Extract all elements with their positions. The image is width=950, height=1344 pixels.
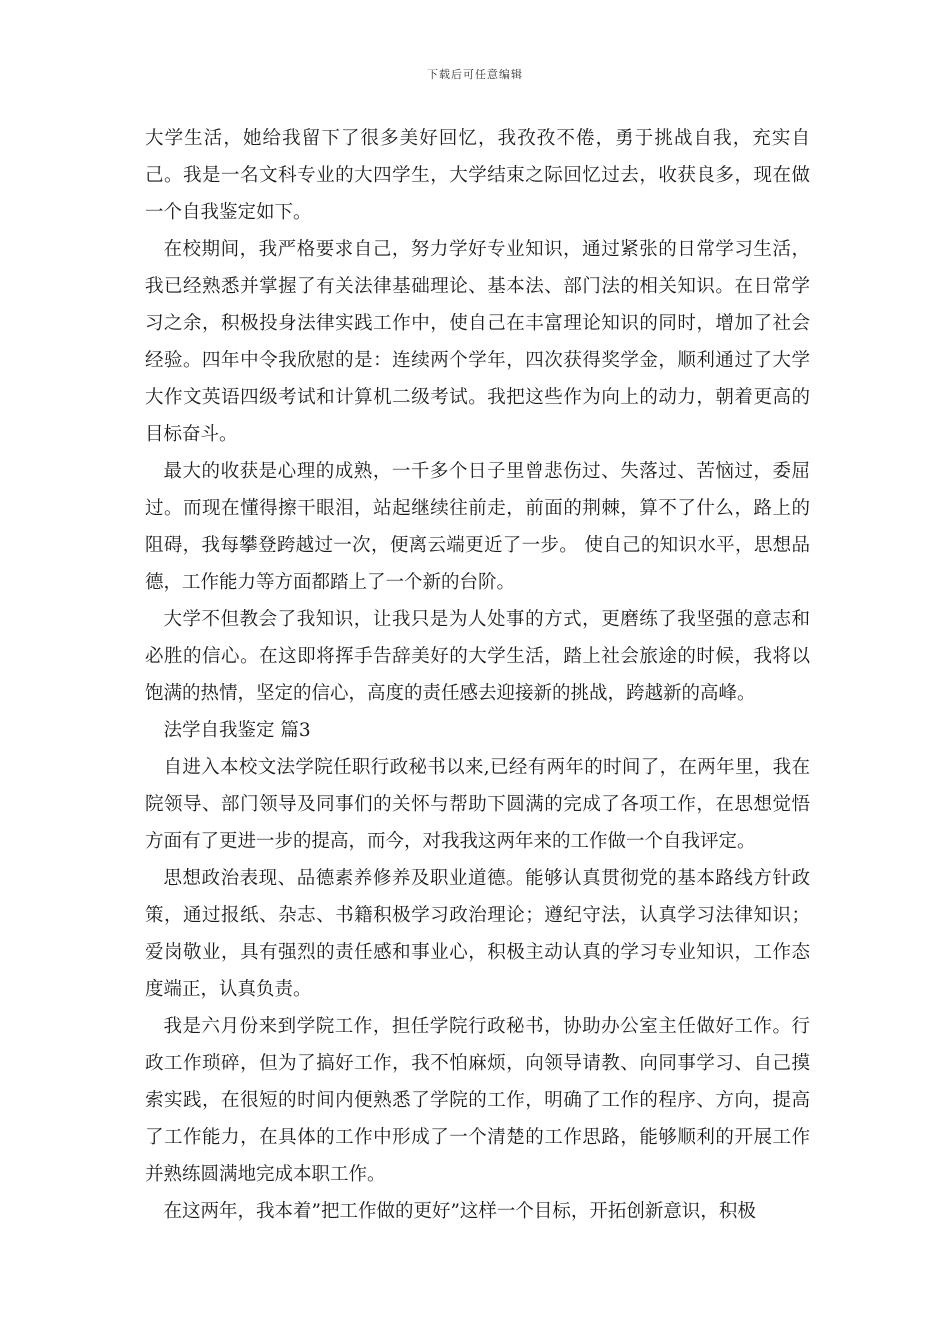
header-note: 下载后可任意编辑 (427, 68, 523, 81)
paragraph: 大学不但教会了我知识，让我只是为人处事的方式，更磨练了我坚强的意志和必胜的信心。在这即将挥手告辞美好的大学生活，踏上社会旅途的时候，我将以饱满的热情，坚定的信心，高度的责任感去迎接新的挑战，跨越新的高峰。 (145, 609, 810, 704)
paragraph: 在校期间，我严格要求自己，努力学好专业知识，通过紧张的日常学习生活，我已经熟悉并掌握了有关法律基础理论、基本法、部门法的相关知识。在日常学习之余，积极投身法律实践工作中，使自己在丰富理论知识的同时，增加了社会经验。四年中令我欣慰的是：连续两个学年，四次获得奖学金，顺利通过了大学大作文英语四级考试和计算机二级考试。我把这些作为向上的动力，朝着更高的目标奋斗。 (145, 239, 810, 445)
paragraph: 自进入本校文法学院任职行政秘书以来,已经有两年的时间了，在两年里，我在院领导、部门领导及同事们的关怀与帮助下圆满的完成了各项工作，在思想觉悟方面有了更进一步的提高，而今，对我我这两年来的工作做一个自我评定。 (145, 757, 810, 852)
document-body (145, 120, 810, 1230)
paragraph: 在这两年，我本着”把工作做的更好”这样一个目标，开拓创新意识，积极 (163, 1201, 756, 1222)
paragraph: 我是六月份来到学院工作，担任学院行政秘书，协助办公室主任做好工作。行政工作琐碎，但为了搞好工作，我不怕麻烦，向领导请教、向同事学习、自己摸索实践，在很短的时间内便熟悉了学院的工作，明确了工作的程序、方向，提高了工作能力，在具体的工作中形成了一个清楚的工作思路，能够顺利的开展工作并熟练圆满地完成本职工作。 (145, 1016, 810, 1185)
paragraph: 思想政治表现、品德素养修养及职业道德。能够认真贯彻党的基本路线方针政策，通过报纸、杂志、书籍积极学习政治理论；遵纪守法，认真学习法律知识；爱岗敬业，具有强烈的责任感和事业心，积极主动认真的学习专业知识，工作态度端正，认真负责。 (145, 868, 810, 1000)
paragraph: 最大的收获是心理的成熟，一千多个日子里曾悲伤过、失落过、苦恼过，委屈过。而现在懂得擦干眼泪，站起继续往前走，前面的荆棘，算不了什么，路上的阻碍，我每攀登跨越过一次，便离云端更近了一步。 使自己的知识水平，思想品德，工作能力等方面都踏上了一个新的台阶。 (145, 461, 810, 593)
paragraph: 大学生活，她给我留下了很多美好回忆，我孜孜不倦，勇于挑战自我，充实自己。我是一名文科专业的大四学生，大学结束之际回忆过去，收获良多，现在做一个自我鉴定如下。 (145, 128, 810, 223)
section-heading: 法学自我鉴定 篇3 (163, 720, 311, 741)
